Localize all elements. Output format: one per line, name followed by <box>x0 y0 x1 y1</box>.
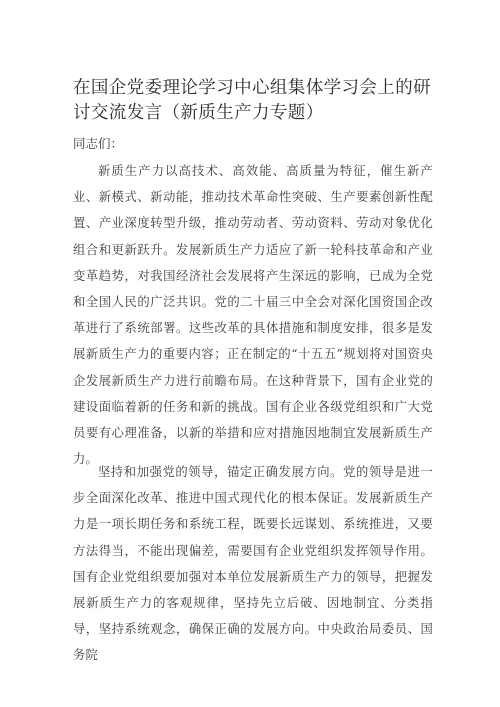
greeting: 同志们： <box>73 136 124 151</box>
paragraph-1: 新质生产力以高技术、高效能、高质量为特征，催生新产业、新模式、新动能，推动技术革命性突破、生产要素创新性配置、产业深度转型升级，推动劳动者、劳动资料、劳动对象优化组合和更新跃升。发展新质生产力适应了新一轮科技革命和产业变革趋势，对我国经济社会发展将产生深远的影响，已成为全党和全国人民的广泛共识。党的二十届三中全会对深化国资国企改革进行了系统部署。这些改革的具体措施和制度安排，很多是发展新质生产力的重要内容；正在制定的“十五五”规划将对国资央企发展新质生产力进行前瞻布局。在这种背景下，国有企业党的建设面临着新的任务和新的挑战。国有企业各级党组织和广大党员要有心理准备，以新的举措和应对措施因地制宜发展新质生产力。 <box>73 164 433 467</box>
document-title: 在国企党委理论学习中心组集体学习会上的研讨交流发言（新质生产力专题） <box>73 78 431 123</box>
paragraph-2: 坚持和加强党的领导，锚定正确发展方向。党的领导是进一步全面深化改革、推进中国式现代化的根本保证。发展新质生产力是一项长期任务和系统工程，既要长远谋划、系统推进，又要方法得当，不能出现偏差，需要国有企业党组织发挥领导作用。国有企业党组织要加强对本单位发展新质生产力的领导，把握发展新质生产力的客观规律，坚持先立后破、因地制宜、分类指导，坚持系统观念，确保正确的发展方向。中央政治局委员、国务院 <box>73 465 433 663</box>
